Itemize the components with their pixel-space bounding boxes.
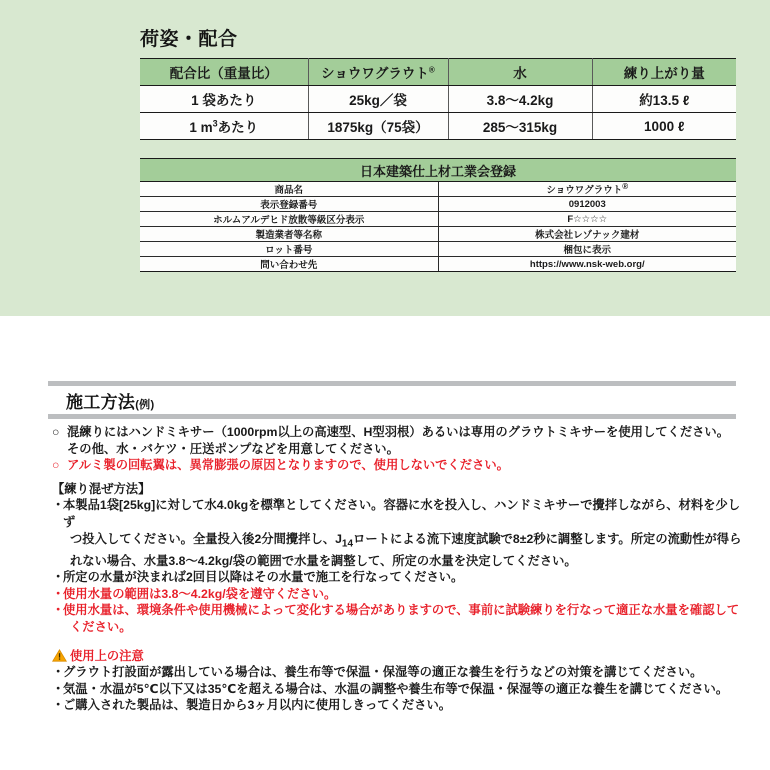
registration-header-row [140,159,736,182]
registration-table-header: 日本建築仕上材工業会登録 [140,159,736,182]
table-row [140,212,736,227]
reg-key-formaldehyde-grade: ホルムアルデヒド放散等級区分表示 [140,212,438,227]
cubic-meter-superscript: 3 [212,118,218,129]
mixing-item-line1: 本製品1袋[25kg]に対して水4.0kgを標準としてください。容器に水を投入し、ハンドミキサーで攪拌しながら、材料を少しず [63,498,741,529]
mixing-item-text [63,497,752,569]
reg-value-registration-number: 0912003 [438,197,736,212]
mixing-item-line1: 使用水量は、環境条件や使用機械によって変化する場合がありますので、事前に試験練りを行なって適正な水量を確認して [63,603,740,618]
circle-bullet-icon: ○ [52,425,60,439]
reg-value-product-name [438,182,736,197]
table-header-row [140,59,736,86]
table-row [140,113,736,140]
dot-bullet-icon: ・ [52,665,65,680]
mixing-item-text [63,602,752,635]
circle-item-line2: その他、水・バケツ・圧送ポンプなどを用意してください。 [67,441,399,456]
list-item [52,497,752,569]
reg-key-lot-number: ロット番号 [140,242,438,257]
reg-value-manufacturer: 株式会社レゾナック建材 [438,227,736,242]
col-header-showa-grout [308,59,448,86]
registered-trademark-icon: ® [428,65,435,75]
reg-key-manufacturer: 製造業者等名称 [140,227,438,242]
warning-triangle-icon [52,649,67,662]
packaging-mix-ratio-table [140,58,736,140]
reg-value-contact-url[interactable]: https://www.nsk-web.org/ [438,257,736,272]
list-item [52,569,752,586]
table-row [140,86,736,113]
cell-per-m3-yield: 1000 ℓ [592,113,736,140]
list-item [52,681,752,698]
method-heading-bottom-rule [48,414,736,419]
circle-item-line1: 混練りにはハンドミキサー（1000rpm以上の高速型、H型羽根）あるいは専用のグラウトミキサーを使用してください。 [67,425,730,439]
circle-bullet-icon: ○ [52,458,60,473]
list-item [52,697,752,714]
list-item [52,424,752,457]
caution-item-text: 気温・水温が5℃以下又は35℃を超える場合は、水温の調整や養生布等で保温・保湿等の適正な養生を講じてください。 [63,681,729,696]
cell-per-m3-water: 285〜315kg [448,113,592,140]
col-header-yield: 練り上がり量 [592,59,736,86]
reg-value-formaldehyde-grade: F☆☆☆☆ [438,212,736,227]
col-header-water: 水 [448,59,592,86]
caution-heading-label: 使用上の注意 [70,648,144,663]
reg-value-lot-number: 梱包に表示 [438,242,736,257]
table-row [140,227,736,242]
caution-item-text: グラウト打設面が露出している場合は、養生布等で保温・保湿等の適正な養生を行うなどの対策を講じてください。 [63,665,703,680]
mixing-item-line3: れない場合、水量3.8〜4.2kg/袋の範囲で水量を調整して、所定の水量を決定してください。 [70,553,577,568]
caution-item-text: ご購入された製品は、製造日から3ヶ月以内に使用しきってください。 [63,698,452,713]
col-header-showa-grout-label: ショウワグラウト [321,66,429,81]
cell-per-m3-grout: 1875kg（75袋） [308,113,448,140]
dot-bullet-icon: ・ [52,603,65,618]
cell-per-bag-water: 3.8〜4.2kg [448,86,592,113]
dot-bullet-icon: ・ [52,586,65,601]
circle-item-text [67,424,752,457]
dot-bullet-icon: ・ [52,498,65,513]
reg-value-product-name-label: ショウワグラウト [546,185,623,197]
mixing-item-line2: つ投入してください。全量投入後2分間攪拌し、$J_{14}$ロートによる流下速度試験で8±2秒に調整します。所定の流動性が得ら [70,531,742,550]
list-item [52,586,752,603]
circle-item-text [67,457,752,474]
dot-bullet-icon: ・ [52,698,65,713]
mixing-method-heading: 【練り混ぜ方法】 [52,481,151,496]
cell-per-bag-grout: 25kg／袋 [308,86,448,113]
list-item [52,457,752,474]
mixing-item-text: 使用水量の範囲は3.8〜4.2kg/袋を遵守ください。 [63,586,337,601]
registered-trademark-icon: ® [622,182,629,191]
circle-item-line1: アルミ製の回転翼は、異常膨張の原因となりますので、使用しないでください。 [67,458,509,473]
col-header-mix-ratio: 配合比（重量比） [140,59,308,86]
method-heading-top-rule [48,381,736,386]
method-section-title [66,388,154,413]
list-item [52,602,752,635]
reg-key-registration-number: 表示登録番号 [140,197,438,212]
table-row [140,197,736,212]
dot-bullet-icon: ・ [52,681,65,696]
method-section-title-main: 施工方法 [66,393,136,412]
caution-heading [52,648,752,665]
cell-per-m3-label: 1 $m^3$あたり [140,113,308,140]
list-item [52,664,752,681]
packaging-section-title: 荷姿・配合 [140,29,238,50]
method-body [52,424,752,714]
cell-per-bag-yield: 約13.5 ℓ [592,86,736,113]
table-row [140,182,736,197]
table-row [140,257,736,272]
reg-key-contact: 問い合わせ先 [140,257,438,272]
j-roto-subscript: 14 [341,538,354,550]
cell-per-bag-label: 1 袋あたり [140,86,308,113]
industry-registration-table [140,158,736,272]
mixing-item-line2: ください。 [70,619,132,634]
mixing-item-text: 所定の水量が決まれば2回目以降はその水量で施工を行なってください。 [63,570,464,585]
method-section-title-paren: (例) [135,399,155,411]
reg-key-product-name: 商品名 [140,182,438,197]
dot-bullet-icon: ・ [52,570,65,585]
table-row [140,242,736,257]
packaging-green-panel [0,0,770,316]
